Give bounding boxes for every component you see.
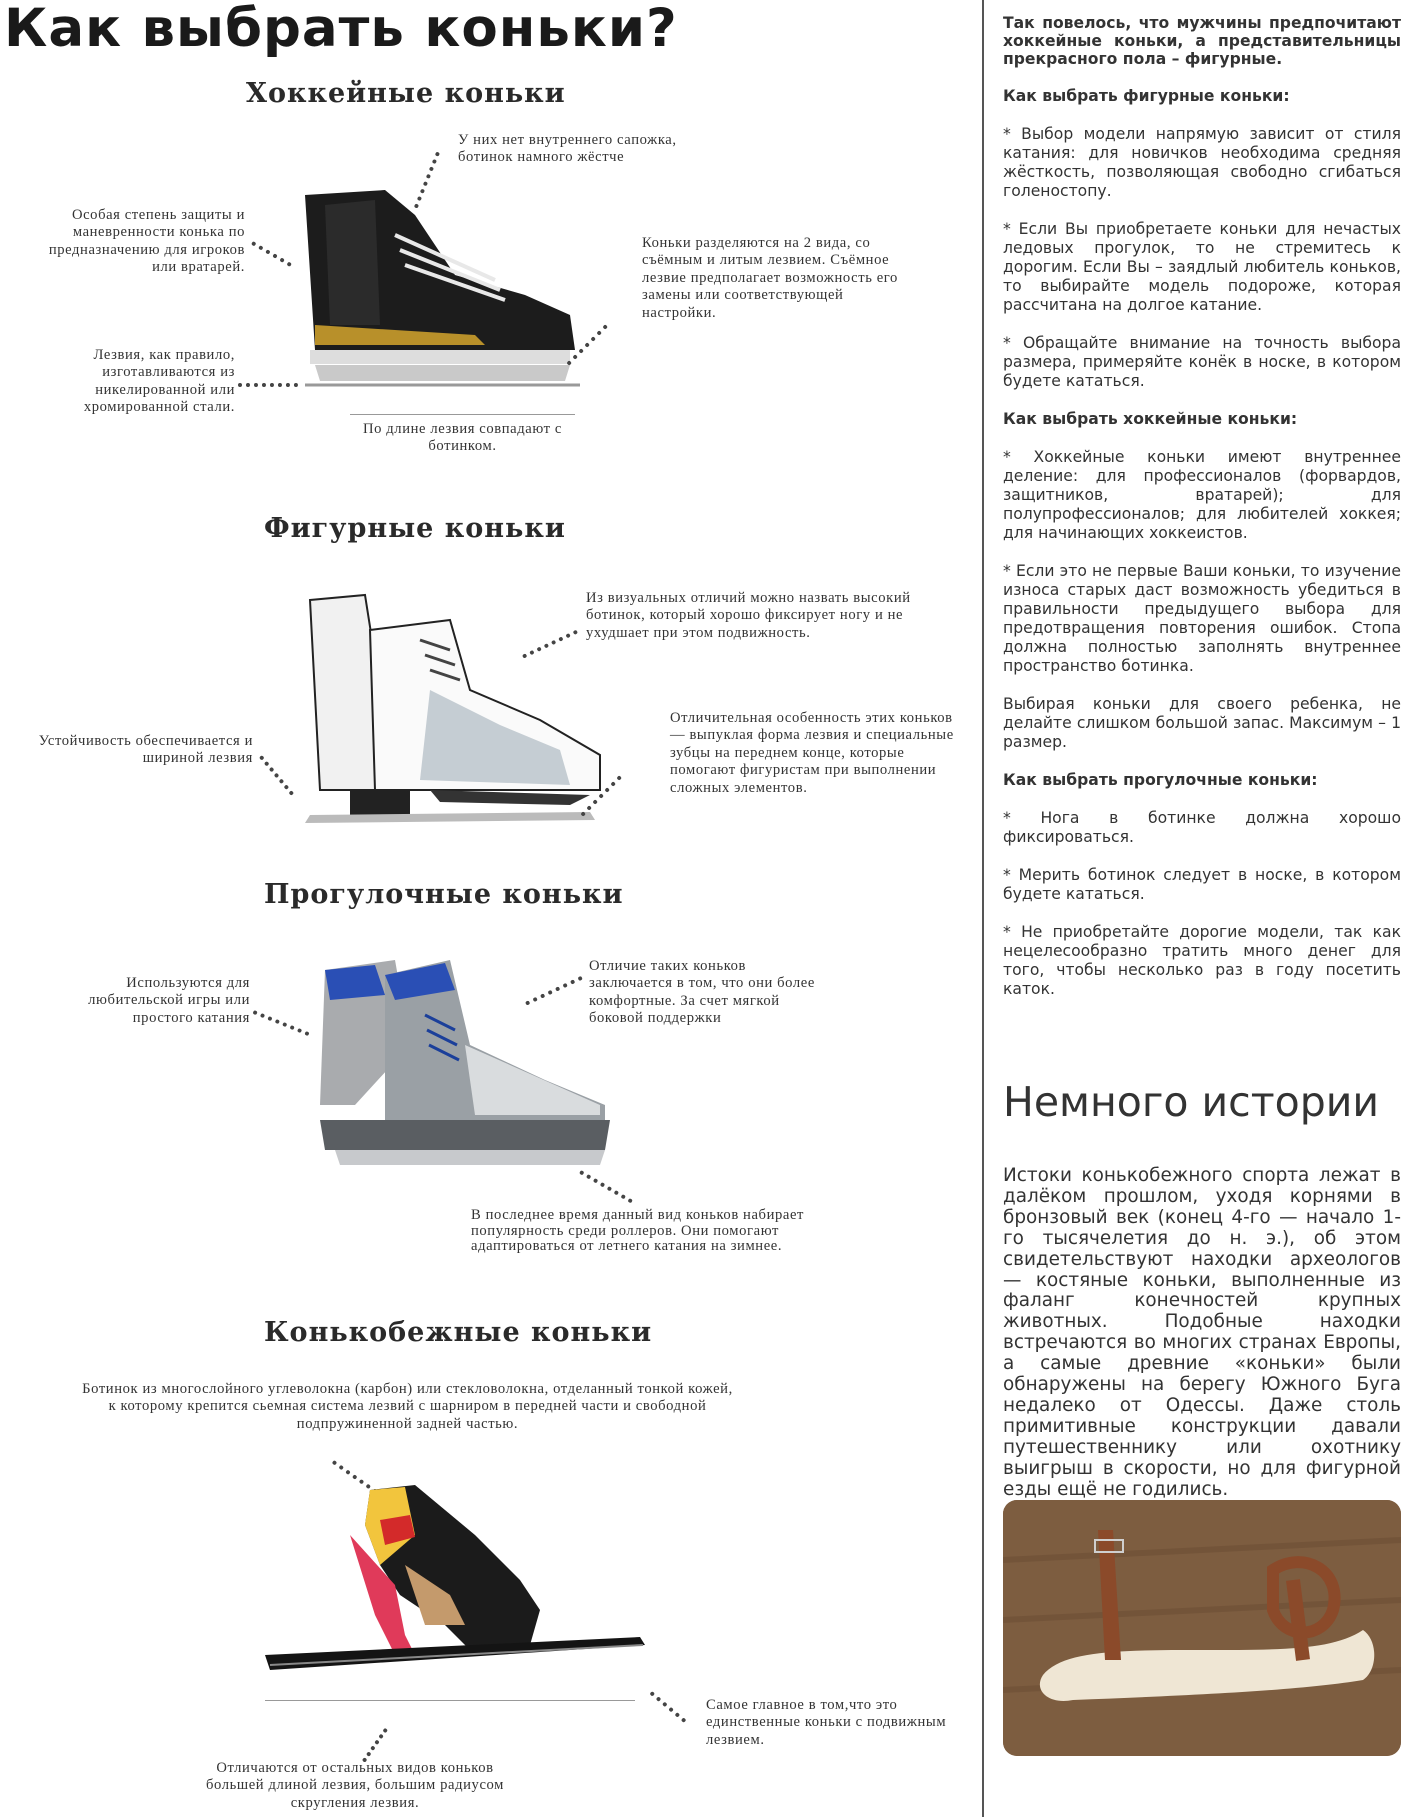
hockey-skate-image (295, 185, 590, 405)
hockey-note-left1: Особая степень защиты и маневренности конька по предназначению для игроков или вратарей. (48, 207, 245, 276)
sidebar-walk-3: * Не приобретайте дорогие модели, так как нецелесообразно тратить много денег для того, чтобы несколько раз в году посетить каток. (1003, 923, 1401, 998)
sidebar-heading-figure: Как выбрать фигурные коньки: (1003, 87, 1290, 105)
sidebar-hockey-1: * Хоккейные коньки имеют внутреннее деление: для профессионалов (форвардов, защитников, вратарей); для полупрофессионалов; для любителей хоккея; для начинающих хоккеистов. (1003, 448, 1401, 542)
length-line (265, 1700, 635, 1701)
pointer-dots (362, 1728, 388, 1763)
sidebar-figure-3: * Обращайте внимание на точность выбора размера, примеряйте конёк в носке, в котором будете кататься. (1003, 334, 1401, 390)
speed-note-top: Ботинок из многослойного углеволокна (карбон) или стекловолокна, отделанный тонкой кожей, к которому крепится сьемная система лезвий с шарниром в передней части и свободной подпружиненной задней частью. (82, 1381, 733, 1432)
walk-heading: Прогулочные коньки (264, 879, 624, 910)
figure-note-right2: Отличительная особенность этих коньков — выпуклая форма лезвия и специальные зубцы на переднем конце, которые помогают фигуристам при выполнении сложных элементов. (670, 710, 954, 796)
walk-note-left: Используются для любительской игры или простого катания (88, 975, 250, 1026)
hockey-heading: Хоккейные коньки (246, 78, 566, 109)
figure-heading: Фигурные коньки (264, 513, 566, 544)
hockey-note-top: У них нет внутреннего сапожка, ботинок намного жёстче (458, 132, 677, 166)
sidebar-hockey-2: * Если это не первые Ваши коньки, то изучение износа старых даст возможность убедиться в правильности предыдущего выбора для предотвращения повторения ошибок. Стопа должна полностью заполнять внутреннее пространство ботинка. (1003, 562, 1401, 675)
page-title: Как выбрать коньки? (4, 0, 678, 59)
hockey-note-bottom: По длине лезвия совпадают с ботинком. (363, 421, 562, 455)
figure-note-left: Устойчивость обеспечивается и шириной лезвия (38, 733, 253, 767)
pointer-dots (579, 1170, 633, 1203)
pointer-dots (238, 383, 298, 387)
history-text: Истоки конькобежного спорта лежат в далёком прошлом, уходя корнями в бронзовый век (конец 4-го — начало 1-го тысячелетия до н. э.), об этом свидетельствуют находки археологов — костяные коньки, выполненные из фаланг конечностей крупных животных. Подобные находки встречаются во многих странах Европы, а самые древние «коньки» были обнаружены на берегу Южного Буга недалеко от Одессы. Даже столь примитивные конструкции давали путешественнику или охотнику выигрыш в скорости, но для фигурной езды ещё не годились. (1003, 1165, 1401, 1500)
sidebar (1003, 14, 1401, 1018)
sidebar-figure-2: * Если Вы приобретаете коньки для нечастых ледовых прогулок, то не стремитесь к дорогим. Если Вы – заядлый любитель коньков, то выбирайте модель подороже, которая рассчитана на долгое катание. (1003, 220, 1401, 314)
speed-note-right: Самое главное в том,что это единственные коньки с подвижным лезвием. (706, 1697, 947, 1748)
sidebar-figure-1: * Выбор модели напрямую зависит от стиля катания: для новичков необходима средняя жёсткость, позволяющая свободно сгибаться голеностопу. (1003, 125, 1401, 200)
walk-note-right: Отличие таких коньков заключается в том, что они более комфортные. За счет мягкой боковой поддержки (589, 958, 815, 1027)
sidebar-walk-1: * Нога в ботинке должна хорошо фиксироваться. (1003, 809, 1401, 846)
sidebar-intro: Так повелось, что мужчины предпочитают хоккейные коньки, а представительницы прекрасного пола – фигурные. (1003, 14, 1401, 68)
sidebar-heading-walk: Как выбрать прогулочные коньки: (1003, 771, 1318, 789)
pointer-dots (253, 1010, 310, 1036)
pointer-dots (251, 241, 292, 267)
speed-skate-image (255, 1475, 650, 1685)
bone-skate-photo (1003, 1500, 1401, 1756)
column-divider (982, 0, 984, 1817)
speed-heading: Конькобежные коньки (264, 1317, 653, 1348)
length-line (350, 414, 575, 415)
figure-note-right1: Из визуальных отличий можно назвать высокий ботинок, который хорошо фиксирует ногу и не ухудшает при этом подвижность. (586, 590, 911, 641)
walk-note-bottom: В последнее время данный вид коньков набирает популярность среди роллеров. Они помогают адаптироваться от летнего катания на зимнее. (471, 1207, 805, 1254)
hockey-note-right: Коньки разделяются на 2 вида, со съёмным и литым лезвием. Съёмное лезвие предполагает возможность его замены или соответствующей настройки. (642, 235, 898, 321)
history-heading: Немного истории (1003, 1078, 1380, 1126)
pointer-dots (649, 1691, 686, 1723)
pointer-dots (259, 755, 294, 796)
sidebar-heading-hockey: Как выбрать хоккейные коньки: (1003, 410, 1298, 428)
figure-skate-image (290, 590, 610, 830)
sidebar-walk-2: * Мерить ботинок следует в носке, в котором будете кататься. (1003, 866, 1401, 903)
speed-note-bottom: Отличаются от остальных видов коньков большей длиной лезвия, большим радиусом скругления лезвия. (206, 1760, 504, 1811)
hockey-note-left2: Лезвия, как правило, изготавливаются из никелированной или хромированной стали. (83, 347, 235, 416)
sidebar-hockey-3: Выбирая коньки для своего ребенка, не делайте слишком большой запас. Максимум – 1 размер. (1003, 695, 1401, 751)
